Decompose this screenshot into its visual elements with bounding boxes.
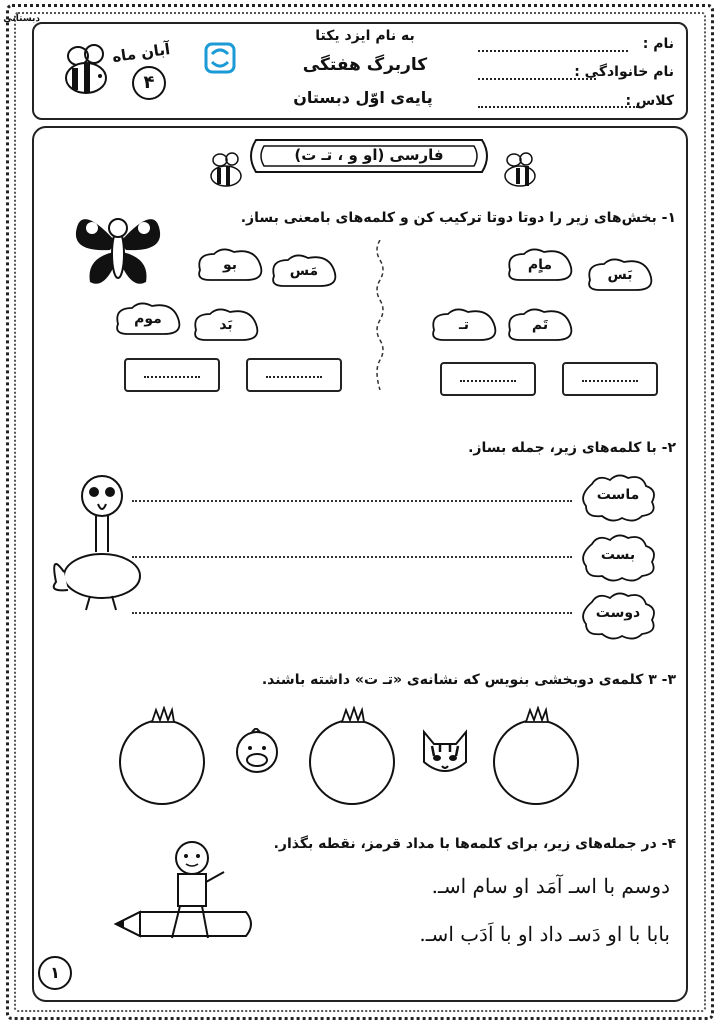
family-label: نام خانوادگی : — [574, 64, 674, 80]
class-field[interactable] — [478, 106, 638, 108]
sentence-word: دوست — [595, 605, 641, 621]
bee-left-icon — [206, 150, 246, 194]
ostrich-illustration — [46, 472, 146, 616]
syllable-label: بو — [222, 257, 238, 273]
answer-box[interactable] — [562, 362, 658, 396]
name-label: نام : — [642, 36, 674, 52]
grade-label: پایه‌ی اوّل دبستان — [293, 88, 433, 107]
answer-box[interactable] — [440, 362, 536, 396]
answer-pomegranate[interactable] — [486, 706, 586, 810]
sentence-line[interactable] — [132, 612, 572, 614]
bismillah: به نام ایزد یکتا — [315, 28, 415, 44]
word-flower — [578, 532, 658, 582]
cat-face-icon — [418, 728, 472, 782]
answer-box[interactable] — [246, 358, 342, 392]
word-flower — [578, 472, 658, 522]
syllable-cloud — [268, 252, 340, 290]
butterfly-illustration — [70, 202, 166, 294]
sentence-word: بست — [600, 547, 636, 563]
word-flower — [578, 590, 658, 640]
question-1-text: ۱- بخش‌های زیر را دوتا دوتا ترکیب کن و کلمه‌های بامعنی بساز. — [240, 210, 676, 226]
syllable-label: مَس — [289, 263, 319, 279]
class-label: کلاس : — [625, 93, 674, 109]
section-title: فارسی (او و ، تـ ت) — [294, 146, 444, 164]
question-2-text: ۲- با کلمه‌های زیر، جمله بساز. — [468, 440, 676, 456]
page-number-badge — [38, 956, 72, 990]
syllable-cloud — [112, 300, 184, 338]
section-banner — [246, 134, 492, 178]
question-3-text: ۳- ۳ کلمه‌ی دوبخشی بنویس که نشانه‌ی «تـ ت» داشته باشند. — [261, 672, 676, 688]
bee-illustration — [58, 42, 114, 102]
syllable-label: موم — [134, 311, 162, 327]
syllable-cloud — [584, 256, 656, 294]
syllable-cloud — [504, 246, 576, 284]
bee-right-icon — [500, 150, 540, 194]
publisher-logo — [204, 42, 236, 76]
question-4-text: ۴- در جمله‌های زیر، برای کلمه‌ها با مداد قرمز، نقطه بگذار. — [273, 836, 676, 852]
answer-box[interactable] — [124, 358, 220, 392]
family-field[interactable] — [478, 78, 596, 80]
answer-pomegranate[interactable] — [112, 706, 212, 810]
week-number: ۴ — [143, 72, 155, 93]
syllable-label: ماٍم — [527, 257, 553, 273]
page-number: ۱ — [50, 963, 60, 982]
sentence-word: ماست — [596, 487, 640, 503]
syllable-label: بَد — [219, 317, 233, 333]
week-badge — [132, 66, 166, 100]
month-label: آبان ماه — [111, 40, 172, 66]
syllable-cloud — [194, 246, 266, 284]
duck-face-icon — [232, 728, 282, 782]
sentence-line[interactable] — [132, 500, 572, 502]
syllable-cloud — [428, 306, 500, 344]
sentence-line-2: بابا با او دَسـ داد او با اَدَب اسـ. — [419, 922, 670, 946]
corner-tag-text: دبستانی — [3, 14, 40, 24]
syllable-label: تـ — [458, 317, 470, 333]
syllable-label: تَم — [531, 317, 549, 333]
name-field[interactable] — [478, 50, 628, 52]
sentence-line[interactable] — [132, 556, 572, 558]
sentence-line-1: دوسم با اسـ آمَد او سام اسـ. — [431, 874, 670, 898]
syllable-cloud — [190, 306, 262, 344]
q1-divider — [372, 240, 388, 394]
worksheet-title: کاربرگ هفتگی — [302, 55, 428, 75]
boy-on-pencil-illustration — [96, 838, 266, 952]
syllable-cloud — [504, 306, 576, 344]
syllable-label: بَس — [607, 267, 633, 283]
answer-pomegranate[interactable] — [302, 706, 402, 810]
